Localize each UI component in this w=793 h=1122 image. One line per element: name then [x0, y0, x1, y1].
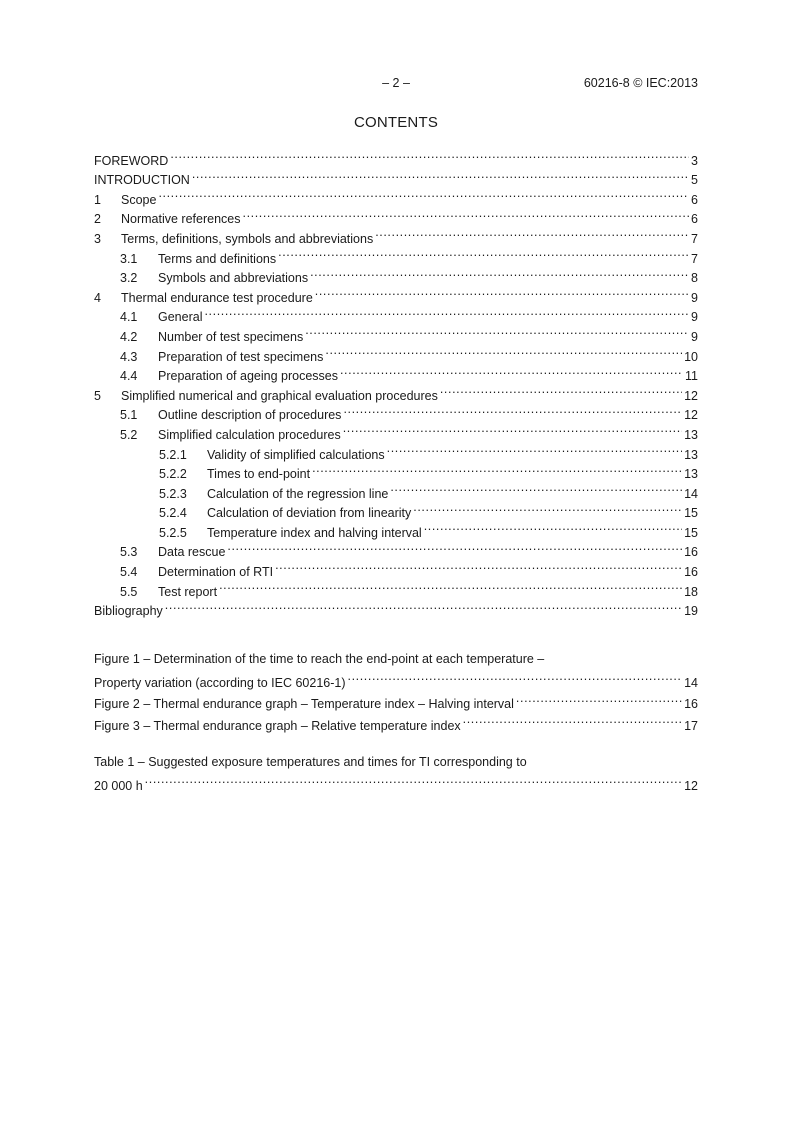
toc-entry-page: 13: [684, 467, 698, 482]
figure-3-page: 17: [684, 718, 698, 733]
dot-leader: [413, 498, 682, 518]
toc-entry-title: Bibliography: [94, 604, 163, 619]
dot-leader: [440, 380, 682, 400]
toc-entry-number: 4.2: [120, 329, 138, 344]
toc-entry-title: Simplified calculation procedures: [158, 427, 341, 442]
toc-entry-title: Terms, definitions, symbols and abbreviations: [121, 231, 374, 246]
dot-leader: [315, 282, 689, 302]
table-1-entry[interactable]: [94, 770, 698, 793]
dot-leader: [343, 400, 682, 420]
toc-entry-page: 14: [684, 486, 698, 501]
dot-leader: [516, 689, 682, 709]
toc-entry-page: 15: [684, 525, 698, 540]
figure-2-title: Figure 2 – Thermal endurance graph – Temperature index – Halving interval: [94, 697, 514, 712]
dot-leader: [310, 263, 689, 283]
page-header: [94, 76, 698, 92]
dot-leader: [343, 419, 682, 439]
dot-leader: [158, 184, 689, 204]
toc-entry[interactable]: [94, 184, 698, 207]
toc-entry-title: Calculation of the regression line: [207, 486, 389, 501]
dot-leader: [463, 710, 682, 730]
toc-entry[interactable]: [94, 165, 698, 188]
dot-leader: [348, 667, 683, 687]
toc-entry-page: 6: [691, 212, 698, 227]
toc-entry-page: 18: [684, 584, 698, 599]
dot-leader: [204, 302, 689, 322]
dot-leader: [170, 145, 689, 165]
document-reference: 60216-8 © IEC:2013: [583, 76, 698, 90]
toc-entry-number: 5: [94, 388, 101, 403]
toc-entry-page: 15: [684, 506, 698, 521]
list-of-figures: [94, 651, 698, 733]
toc-entry-number: 4.3: [120, 349, 138, 364]
toc-entry-page: 7: [691, 231, 698, 246]
toc-entry-page: 8: [691, 271, 698, 286]
dot-leader: [312, 459, 682, 479]
toc-entry-title: Preparation of ageing processes: [158, 369, 338, 384]
toc-entry[interactable]: [94, 145, 698, 168]
toc-entry-title: Determination of RTI: [158, 565, 274, 580]
toc-entry-title: Times to end-point: [207, 467, 311, 482]
toc-entry[interactable]: [94, 204, 698, 227]
dot-leader: [145, 770, 682, 790]
toc-entry-number: 4: [94, 290, 101, 305]
toc-entry-page: 9: [691, 290, 698, 305]
toc-entry-number: 3.2: [120, 271, 138, 286]
toc-entry-page: 5: [691, 173, 698, 188]
contents-title: CONTENTS: [353, 114, 439, 131]
toc-entry-number: 3: [94, 231, 101, 246]
toc-entry-number: 5.2.4: [159, 506, 187, 521]
table-1-title-line2: 20 000 h: [94, 778, 143, 793]
dot-leader: [219, 576, 682, 596]
figure-2-page: 16: [684, 697, 698, 712]
toc-entry-title: Data rescue: [158, 545, 226, 560]
toc-entry-title: Scope: [121, 192, 157, 207]
toc-entry-number: 5.4: [120, 565, 138, 580]
toc-entry-number: 5.5: [120, 584, 138, 599]
toc-entry-number: 4.1: [120, 310, 138, 325]
toc-entry-title: Terms and definitions: [158, 251, 277, 266]
toc-entry-title: Calculation of deviation from linearity: [207, 506, 412, 521]
toc-entry-title: Thermal endurance test procedure: [121, 290, 313, 305]
toc-entry-number: 5.2.5: [159, 525, 187, 540]
toc-entry-title: Preparation of test specimens: [158, 349, 324, 364]
toc-entry-page: 3: [691, 153, 698, 168]
toc-entry-page: 12: [684, 408, 698, 423]
toc-entry-number: 5.3: [120, 545, 138, 560]
toc-entry-page: 9: [691, 310, 698, 325]
toc-entry-title: Simplified numerical and graphical evaluation procedures: [121, 388, 438, 403]
dot-leader: [340, 361, 683, 381]
toc-entry-title: Number of test specimens: [158, 329, 304, 344]
figure-1-title-line1[interactable]: Figure 1 – Determination of the time to reach the end-point at each temperature –: [94, 652, 545, 666]
toc-entry-page: 11: [685, 369, 698, 384]
toc-entry-number: 3.1: [120, 251, 138, 266]
toc-entry-title: Test report: [158, 584, 218, 599]
toc-entry-number: 5.2.1: [159, 447, 187, 462]
toc-entry-number: 5.1: [120, 408, 138, 423]
toc-entry-page: 10: [684, 349, 698, 364]
toc-entry-number: 5.2: [120, 427, 138, 442]
toc-entry-number: 5.2.3: [159, 486, 187, 501]
toc-entry-number: 2: [94, 212, 101, 227]
figure-1-page: 14: [684, 675, 698, 690]
dot-leader: [305, 321, 689, 341]
toc-entry-page: 13: [684, 427, 698, 442]
page-number: – 2 –: [382, 76, 410, 90]
dot-leader: [165, 596, 682, 616]
toc-entry[interactable]: [94, 596, 698, 619]
dot-leader: [424, 517, 682, 537]
dot-leader: [278, 243, 689, 263]
table-of-contents: [94, 145, 698, 619]
figure-1-title-line2: Property variation (according to IEC 60216-1): [94, 675, 346, 690]
toc-entry-page: 7: [691, 251, 698, 266]
toc-entry-page: 12: [684, 388, 698, 403]
figure-1-entry[interactable]: [94, 667, 698, 690]
toc-entry-page: 6: [691, 192, 698, 207]
dot-leader: [243, 204, 690, 224]
toc-entry-page: 19: [684, 604, 698, 619]
toc-entry-title: Outline description of procedures: [158, 408, 342, 423]
toc-entry-title: General: [158, 310, 203, 325]
table-1-title-line1[interactable]: Table 1 – Suggested exposure temperatures and times for TI corresponding to: [94, 755, 527, 769]
toc-entry-number: 5.2.2: [159, 467, 187, 482]
toc-entry-page: 16: [684, 565, 698, 580]
dot-leader: [390, 478, 682, 498]
table-1-page: 12: [684, 778, 698, 793]
dot-leader: [275, 556, 682, 576]
toc-entry-title: Symbols and abbreviations: [158, 271, 309, 286]
toc-entry-number: 4.4: [120, 369, 138, 384]
toc-entry-title: Normative references: [121, 212, 241, 227]
dot-leader: [192, 165, 689, 185]
toc-entry-title: Temperature index and halving interval: [207, 525, 422, 540]
dot-leader: [325, 341, 682, 361]
toc-entry-page: 9: [691, 329, 698, 344]
dot-leader: [387, 439, 682, 459]
dot-leader: [227, 537, 682, 557]
toc-entry-page: 16: [684, 545, 698, 560]
figure-3-title: Figure 3 – Thermal endurance graph – Relative temperature index: [94, 718, 461, 733]
dot-leader: [375, 223, 689, 243]
toc-entry-title: FOREWORD: [94, 153, 169, 168]
toc-entry-number: 1: [94, 192, 101, 207]
toc-entry-page: 13: [684, 447, 698, 462]
toc-entry-title: INTRODUCTION: [94, 173, 190, 188]
list-of-tables: [94, 754, 698, 793]
toc-entry-title: Validity of simplified calculations: [207, 447, 385, 462]
